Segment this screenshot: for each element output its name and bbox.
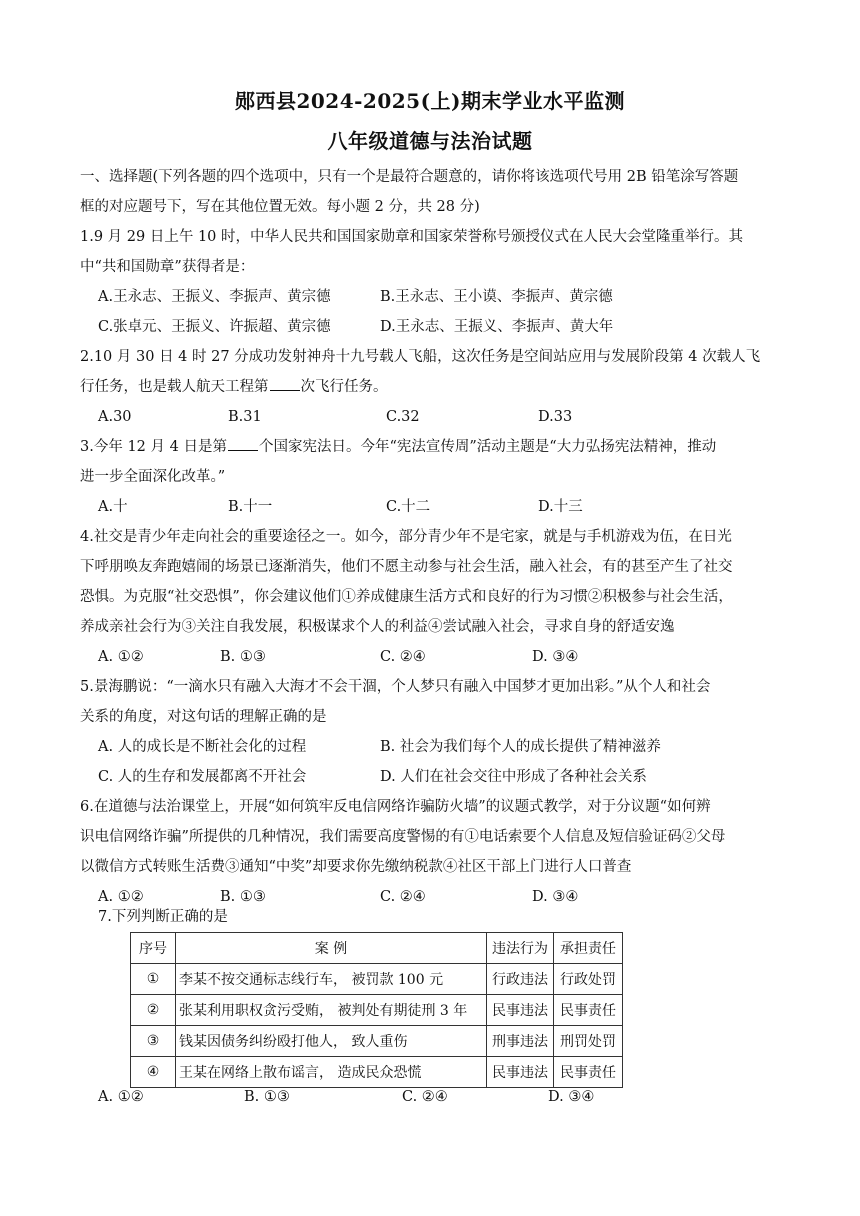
q2-option-d: D.33: [538, 409, 573, 425]
table-cell: 民事责任: [554, 995, 623, 1026]
q5-option-c: C. 人的生存和发展都离不开社会: [98, 769, 307, 785]
table-cell: 钱某因债务纠纷殴打他人， 致人重伤: [176, 1026, 487, 1057]
q4-option-b: B. ①③: [220, 649, 266, 665]
q1-option-c: C.张卓元、王振义、许振超、黄宗德: [98, 319, 331, 335]
q2-stem-post: 次飞行任务。: [300, 379, 388, 395]
q2-stem-line-2: [80, 372, 784, 402]
q3-stem-line-2: 进一步全面深化改革。”: [80, 469, 226, 485]
q7-option-c: C. ②④: [402, 1089, 448, 1105]
q4-stem-line-3: 恐惧。为克服“社交恐惧”，你会建议他们①养成健康生活方式和良好的行为习惯②积极参与社会生活，: [80, 589, 733, 605]
exam-title: 郧西县2024-2025(上)期末学业水平监测: [234, 89, 626, 113]
q5-option-b: B. 社会为我们每个人的成长提供了精神滋养: [380, 739, 661, 755]
q4-stem-line-4: 养成亲社会行为③关注自我发展，积极谋求个人的利益④尝试融入社会，寻求自身的舒适安逸: [80, 619, 675, 635]
table-cell: 王某在网络上散布谣言， 造成民众恐慌: [176, 1057, 487, 1088]
q6-option-d: D. ③④: [532, 889, 579, 905]
q4-option-a: A. ①②: [98, 649, 144, 665]
q1-option-d: D.王永志、王振义、李振声、黄大年: [380, 319, 614, 335]
table-row: [131, 995, 623, 1026]
q1-option-b: B.王永志、王小谟、李振声、黄宗德: [380, 289, 613, 305]
column-header: 违法行为: [487, 933, 554, 964]
q3-stem-line-1: [80, 432, 784, 462]
table-row: [131, 1026, 623, 1057]
q5-stem-line-1: 5.景海鹏说：“一滴水只有融入大海才不会干涸，个人梦只有融入中国梦才更加出彩。”从个人和社会: [80, 679, 711, 695]
column-header: 序号: [131, 933, 176, 964]
table-cell: 刑事违法: [487, 1026, 554, 1057]
table-header-row: [131, 933, 623, 964]
q7-option-a: A. ①②: [98, 1089, 144, 1105]
q7-option-b: B. ①③: [244, 1089, 290, 1105]
q7-case-table: [130, 932, 623, 1088]
table-cell: 民事违法: [487, 995, 554, 1026]
q5-stem-line-2: 关系的角度，对这句话的理解正确的是: [80, 709, 327, 725]
q2-option-c: C.32: [386, 409, 420, 425]
table-cell: 民事责任: [554, 1057, 623, 1088]
table-cell: ④: [131, 1057, 176, 1088]
table-cell: 民事违法: [487, 1057, 554, 1088]
q6-option-c: C. ②④: [380, 889, 426, 905]
q1-stem-line-1: 1.9 月 29 日上午 10 时，中华人民共和国国家勋章和国家荣誉称号颁授仪式在人民大会堂隆重举行。其: [80, 229, 744, 245]
fill-blank: [270, 389, 300, 391]
q1-stem-line-2: 中“共和国勋章”获得者是：: [80, 259, 255, 275]
q6-option-b: B. ①③: [220, 889, 266, 905]
q3-option-a: A.十: [98, 499, 128, 515]
q3-stem-post: 个国家宪法日。今年“宪法宣传周”活动主题是“大力弘扬宪法精神，推动: [258, 439, 717, 455]
q3-option-d: D.十三: [538, 499, 583, 515]
table-cell: ③: [131, 1026, 176, 1057]
q7-stem: 7.下列判断正确的是: [98, 909, 228, 925]
q4-option-c: C. ②④: [380, 649, 426, 665]
fill-blank: [228, 449, 258, 451]
q3-stem-pre: 3.今年 12 月 4 日是第: [80, 439, 227, 455]
q7-option-d: D. ③④: [548, 1089, 595, 1105]
table-cell: 张某利用职权贪污受贿， 被判处有期徒刑 3 年: [176, 995, 487, 1026]
table-cell: 刑罚处罚: [554, 1026, 623, 1057]
q2-stem-pre: 行任务，也是载人航天工程第: [80, 379, 269, 395]
q2-stem-line-1: 2.10 月 30 日 4 时 27 分成功发射神舟十九号载人飞船，这次任务是空间站应用与发展阶段第 4 次载人飞: [80, 349, 761, 365]
exam-subtitle: 八年级道德与法治试题: [327, 129, 533, 153]
table-row: [131, 964, 623, 995]
section-instruction-line-2: 框的对应题号下，写在其他位置无效。每小题 2 分，共 28 分): [80, 199, 480, 215]
q1-option-a: A.王永志、王振义、李振声、黄宗德: [98, 289, 331, 305]
section-instruction-line-1: 一、选择题(下列各题的四个选项中，只有一个是最符合题意的，请你将该选项代号用 2B 铅笔涂写答题: [80, 169, 739, 185]
table-cell: 行政处罚: [554, 964, 623, 995]
q6-stem-line-1: 6.在道德与法治课堂上，开展“如何筑牢反电信网络诈骗防火墙”的议题式教学，对于分议题“如何辨: [80, 799, 711, 815]
q6-stem-line-3: 以微信方式转账生活费③通知“中奖”却要求你先缴纳税款④社区干部上门进行人口普查: [80, 859, 632, 875]
table-cell: ①: [131, 964, 176, 995]
q3-option-c: C.十二: [386, 499, 431, 515]
q3-option-b: B.十一: [228, 499, 273, 515]
column-header: 案 例: [176, 933, 487, 964]
column-header: 承担责任: [554, 933, 623, 964]
q5-option-d: D. 人们在社会交往中形成了各种社会关系: [380, 769, 647, 785]
q6-option-a: A. ①②: [98, 889, 144, 905]
q4-option-d: D. ③④: [532, 649, 579, 665]
table-cell: 行政违法: [487, 964, 554, 995]
q4-stem-line-1: 4.社交是青少年走向社会的重要途径之一。如今，部分青少年不是宅家，就是与手机游戏为伍，在日光: [80, 529, 732, 545]
table-cell: ②: [131, 995, 176, 1026]
q2-option-a: A.30: [98, 409, 132, 425]
table-cell: 李某不按交通标志线行车， 被罚款 100 元: [176, 964, 487, 995]
q5-option-a: A. 人的成长是不断社会化的过程: [98, 739, 307, 755]
q4-stem-line-2: 下呼朋唤友奔跑嬉闹的场景已逐渐消失，他们不愿主动参与社会生活，融入社会，有的甚至产生了社交: [80, 559, 733, 575]
q2-option-b: B.31: [228, 409, 262, 425]
q6-stem-line-2: 识电信网络诈骗”所提供的几种情况，我们需要高度警惕的有①电话索要个人信息及短信验证码②父母: [80, 829, 726, 845]
